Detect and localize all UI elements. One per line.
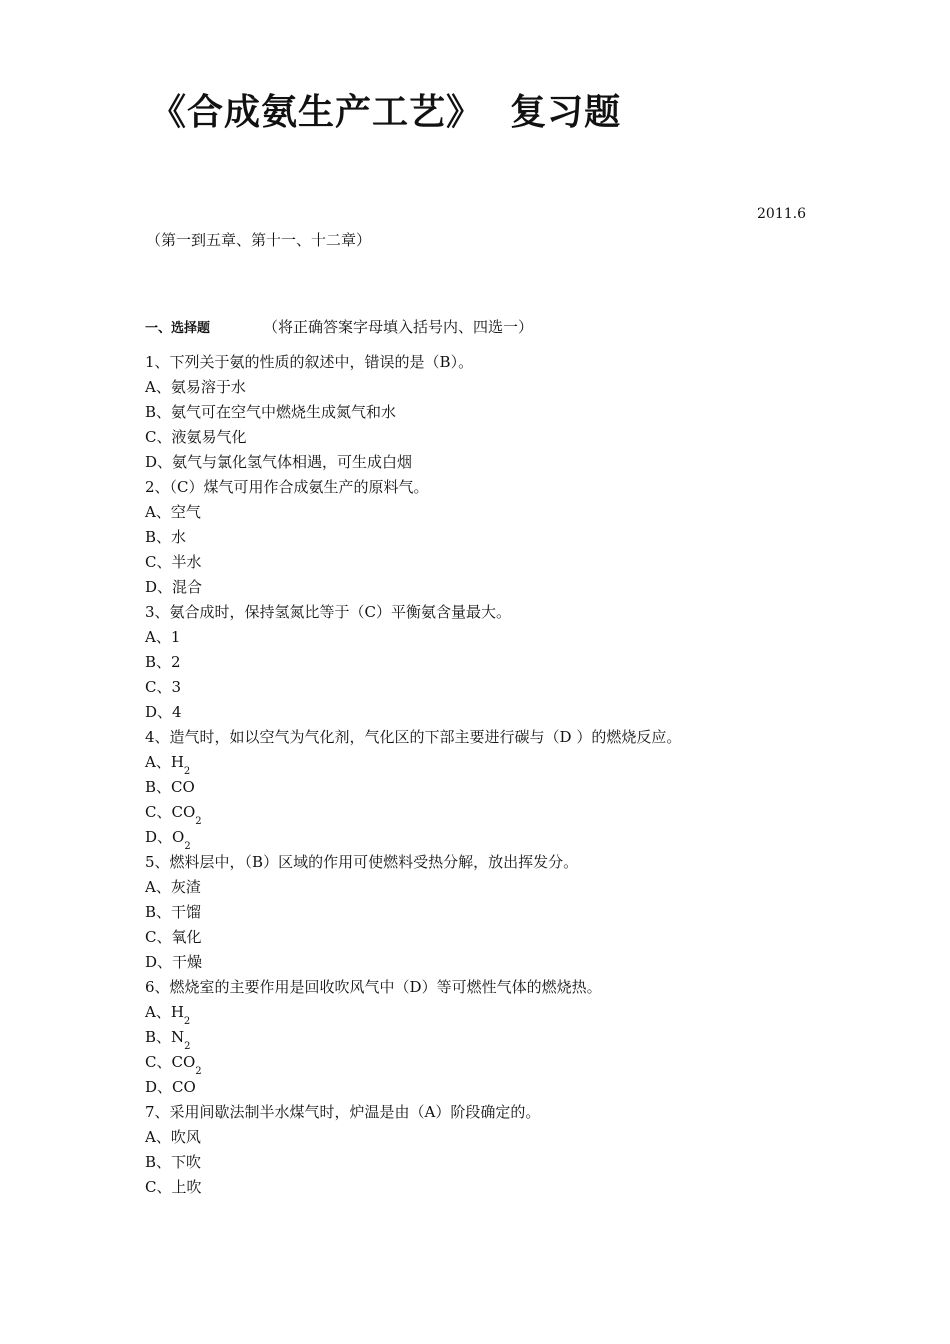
section-note: （将正确答案字母填入括号内、四选一） xyxy=(263,318,534,336)
answer-option xyxy=(145,525,845,550)
answer-option xyxy=(145,675,845,700)
answer-option xyxy=(145,450,845,475)
line-text: C、3 xyxy=(145,678,182,696)
answer-option xyxy=(145,1075,845,1100)
answer-option xyxy=(145,1000,845,1025)
line-text: B、氨气可在空气中燃烧生成氮气和水 xyxy=(145,403,397,421)
question-text xyxy=(145,350,845,375)
answer-option xyxy=(145,1175,845,1200)
line-text: B、水 xyxy=(145,528,187,546)
answer-option xyxy=(145,950,845,975)
document-title: 《合成氨生产工艺》 复习题 xyxy=(150,92,622,133)
line-text: D、干燥 xyxy=(145,953,203,971)
line-text: D、CO xyxy=(145,1078,196,1096)
line-text: B、N xyxy=(145,1028,185,1046)
line-text: D、氨气与氯化氢气体相遇，可生成白烟 xyxy=(145,453,413,471)
answer-option xyxy=(145,875,845,900)
line-text: B、CO xyxy=(145,778,195,796)
line-text: D、混合 xyxy=(145,578,203,596)
answer-option xyxy=(145,700,845,725)
line-text: D、O xyxy=(145,828,185,846)
answer-option xyxy=(145,400,845,425)
line-text: 7、采用间歇法制半水煤气时，炉温是由（A）阶段确定的。 xyxy=(145,1103,541,1121)
line-text: A、空气 xyxy=(145,503,201,521)
line-text: 5、燃料层中，（B）区域的作用可使燃料受热分解，放出挥发分。 xyxy=(145,853,579,871)
line-text: 6、燃烧室的主要作用是回收吹风气中（D）等可燃性气体的燃烧热。 xyxy=(145,978,602,996)
answer-option xyxy=(145,750,845,775)
line-text: C、CO xyxy=(145,1053,196,1071)
answer-option xyxy=(145,1025,845,1050)
chapter-scope: （第一到五章、第十一、十二章） xyxy=(146,231,372,249)
answer-option xyxy=(145,375,845,400)
answer-option xyxy=(145,1125,845,1150)
subscript: 2 xyxy=(195,1066,202,1077)
question-text xyxy=(145,600,845,625)
answer-option xyxy=(145,925,845,950)
line-text: 3、氨合成时，保持氢氮比等于（C）平衡氨含量最大。 xyxy=(145,603,512,621)
answer-option xyxy=(145,800,845,825)
answer-option xyxy=(145,900,845,925)
subscript: 2 xyxy=(184,1041,191,1052)
answer-option xyxy=(145,625,845,650)
subscript: 2 xyxy=(195,816,202,827)
line-text: A、灰渣 xyxy=(145,878,201,896)
line-text: C、液氨易气化 xyxy=(145,428,247,446)
answer-option xyxy=(145,575,845,600)
line-text: C、CO xyxy=(145,803,196,821)
question-list xyxy=(145,350,845,1200)
line-text: B、干馏 xyxy=(145,903,202,921)
line-text: 1、下列关于氨的性质的叙述中，错误的是（B）。 xyxy=(145,353,474,371)
answer-option xyxy=(145,500,845,525)
line-text: C、上吹 xyxy=(145,1178,202,1196)
answer-option xyxy=(145,1150,845,1175)
subscript: 2 xyxy=(184,841,191,852)
subscript: 2 xyxy=(183,766,191,777)
line-text: 4、造气时，如以空气为气化剂，气化区的下部主要进行碳与（D ）的燃烧反应。 xyxy=(145,728,682,746)
line-text: A、H xyxy=(145,753,184,771)
line-text: A、1 xyxy=(145,628,181,646)
line-text: C、半水 xyxy=(145,553,202,571)
answer-option xyxy=(145,425,845,450)
section-heading xyxy=(145,316,533,337)
line-text: B、2 xyxy=(145,653,181,671)
document-date: 2011.6 xyxy=(757,206,806,222)
line-text: D、4 xyxy=(145,703,182,721)
answer-option xyxy=(145,775,845,800)
question-text xyxy=(145,850,845,875)
answer-option xyxy=(145,825,845,850)
question-text xyxy=(145,975,845,1000)
question-text xyxy=(145,1100,845,1125)
answer-option xyxy=(145,650,845,675)
line-text: A、吹风 xyxy=(145,1128,201,1146)
line-text: A、氨易溶于水 xyxy=(145,378,246,396)
subscript: 2 xyxy=(183,1016,191,1027)
line-text: A、H xyxy=(145,1003,184,1021)
answer-option xyxy=(145,550,845,575)
line-text: B、下吹 xyxy=(145,1153,202,1171)
line-text: C、氧化 xyxy=(145,928,202,946)
section-label: 一、选择题 xyxy=(145,321,211,336)
question-text xyxy=(145,725,845,750)
question-text xyxy=(145,475,845,500)
line-text: 2、（C）煤气可用作合成氨生产的原料气。 xyxy=(145,478,429,496)
answer-option xyxy=(145,1050,845,1075)
